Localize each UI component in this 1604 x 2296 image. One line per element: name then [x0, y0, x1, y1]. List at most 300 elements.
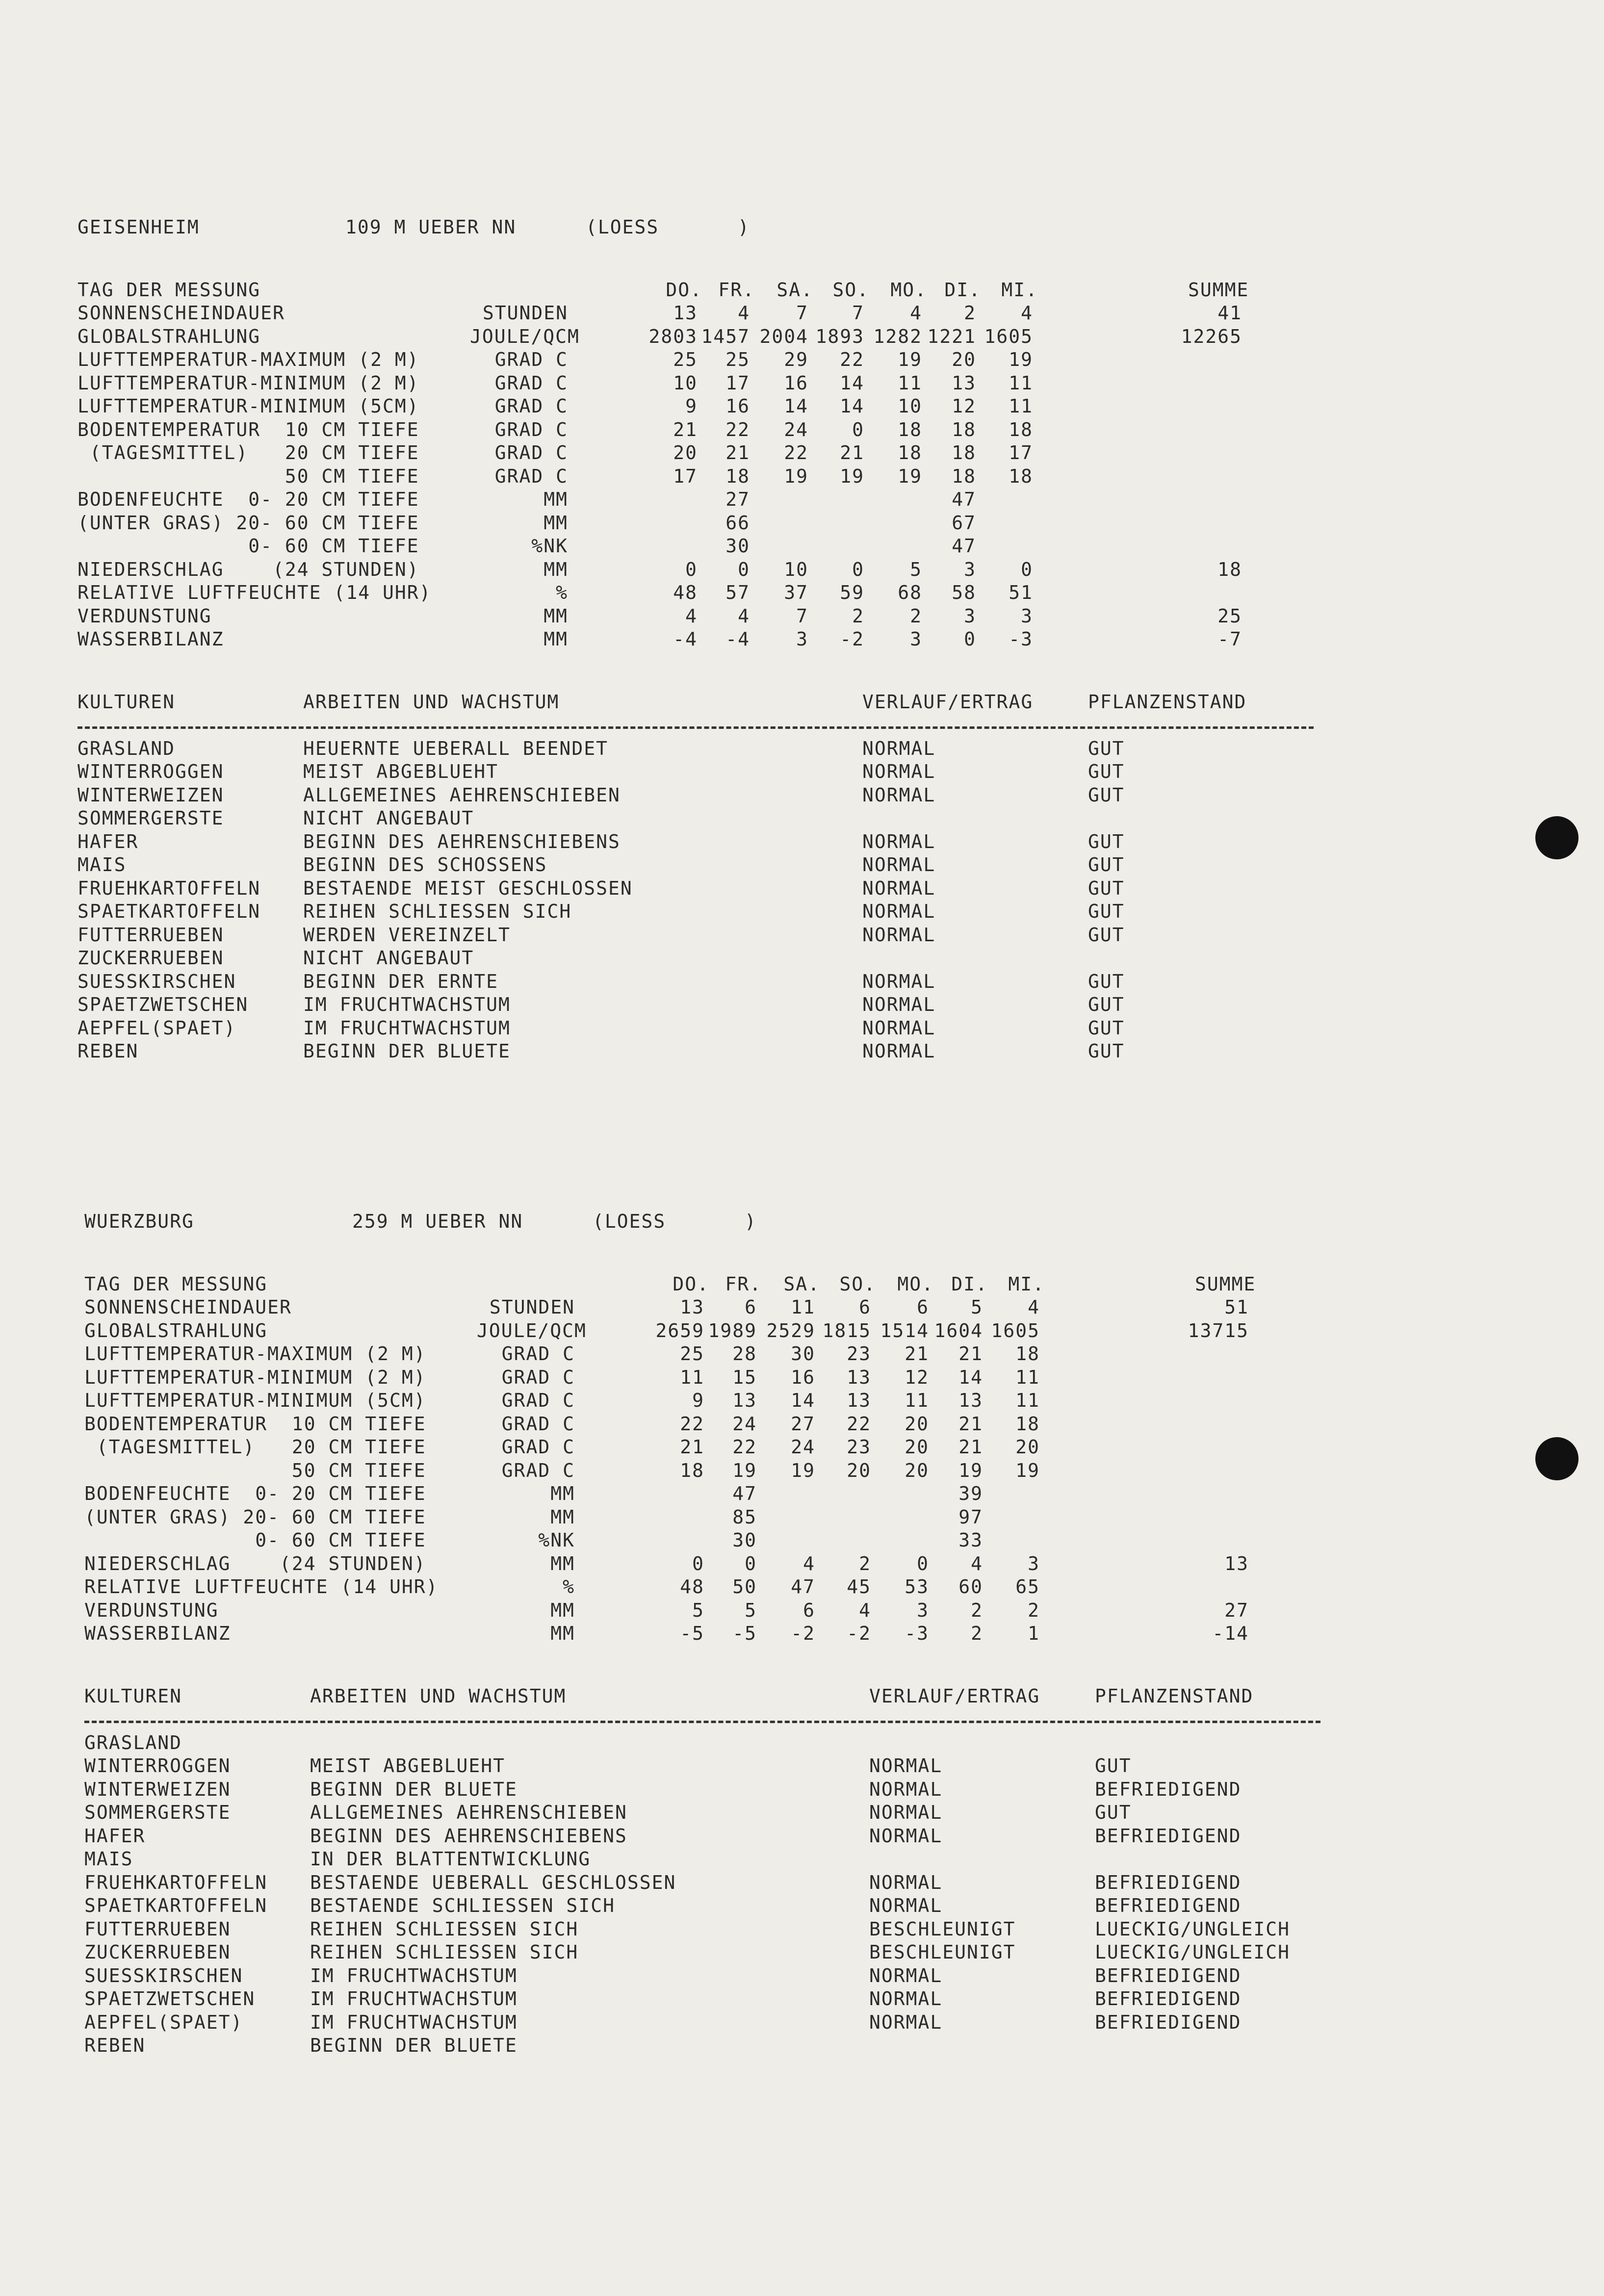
- day-label: SO.: [839, 1273, 876, 1295]
- measurement-label: NIEDERSCHLAG (24 STUNDEN): [78, 558, 419, 580]
- crop-work: IM FRUCHTWACHSTUM: [303, 1017, 511, 1039]
- measurement-unit: MM: [550, 1483, 575, 1504]
- measurement-value: 3: [796, 628, 808, 650]
- measurement-label: 50 CM TIEFE: [78, 465, 419, 487]
- measurement-value: 4: [1028, 1296, 1040, 1318]
- crop-work: HEUERNTE UEBERALL BEENDET: [303, 737, 608, 759]
- crop-name: SPAETZWETSCHEN: [78, 994, 249, 1015]
- measurement-label: (TAGESMITTEL) 20 CM TIEFE: [78, 442, 419, 464]
- measurement-unit: MM: [543, 512, 568, 534]
- station-name: GEISENHEIM: [78, 216, 200, 238]
- measurement-value: 23: [847, 1436, 871, 1458]
- measurement-label: (TAGESMITTEL) 20 CM TIEFE: [84, 1436, 426, 1458]
- crop-course: NORMAL: [869, 1778, 943, 1800]
- crops-col-work: ARBEITEN UND WACHSTUM: [303, 691, 560, 713]
- measurement-unit: MM: [550, 1599, 575, 1621]
- measurement-unit: GRAD C: [501, 1366, 575, 1388]
- measurement-value: 18: [725, 465, 750, 487]
- crop-work: BEGINN DER BLUETE: [310, 1778, 517, 1800]
- crop-stand: LUECKIG/UNGLEICH: [1095, 1918, 1291, 1940]
- measurement-value: 11: [905, 1390, 929, 1411]
- measurement-unit: GRAD C: [494, 465, 568, 487]
- measurement-value: 66: [725, 512, 750, 534]
- measurement-value: 15: [732, 1366, 757, 1388]
- measurement-value: 18: [898, 442, 922, 464]
- crop-course: BESCHLEUNIGT: [869, 1918, 1016, 1940]
- day-label: FR.: [718, 279, 755, 301]
- measurement-value: 33: [958, 1529, 983, 1551]
- measurement-value: 0: [964, 628, 976, 650]
- measurement-unit: JOULE/QCM: [470, 325, 580, 347]
- measurement-value: 6: [745, 1296, 757, 1318]
- soil-type: (LOESS: [593, 1211, 666, 1232]
- measurement-value: 1457: [701, 325, 750, 347]
- measurement-value: 19: [958, 1459, 983, 1481]
- crop-stand: GUT: [1088, 854, 1125, 876]
- crop-stand: BEFRIEDIGEND: [1095, 1895, 1242, 1916]
- measurement-value: 11: [1009, 395, 1033, 417]
- measurement-unit: STUNDEN: [489, 1296, 575, 1318]
- measurement-value: 58: [952, 582, 976, 603]
- crop-work: IN DER BLATTENTWICKLUNG: [310, 1848, 591, 1870]
- crop-course: NORMAL: [862, 994, 936, 1015]
- measurement-label: LUFTTEMPERATUR-MINIMUM (5CM): [84, 1390, 426, 1411]
- measurement-value: 20: [905, 1459, 929, 1481]
- crop-stand: BEFRIEDIGEND: [1095, 1778, 1242, 1800]
- measurement-unit: GRAD C: [494, 395, 568, 417]
- measurement-value: 47: [732, 1483, 757, 1504]
- crop-work: BESTAENDE MEIST GESCHLOSSEN: [303, 877, 633, 899]
- crops-col-stand: PFLANZENSTAND: [1095, 1685, 1254, 1707]
- crop-work: BEGINN DER ERNTE: [303, 970, 499, 992]
- measurement-value: 3: [917, 1599, 929, 1621]
- measurement-value: 24: [784, 418, 808, 440]
- crop-work: BEGINN DER BLUETE: [310, 2035, 517, 2056]
- measurement-label: 0- 60 CM TIEFE: [84, 1529, 426, 1551]
- measurement-unit: MM: [550, 1552, 575, 1574]
- measurement-unit: GRAD C: [501, 1436, 575, 1458]
- measurement-value: 18: [680, 1459, 704, 1481]
- crop-course: NORMAL: [869, 1988, 943, 2010]
- crops-col-course: VERLAUF/ERTRAG: [862, 691, 1034, 713]
- soil-type-close: ): [738, 216, 750, 238]
- measurement-value: 19: [784, 465, 808, 487]
- measurement-value: 3: [964, 558, 976, 580]
- measurement-value: 18: [1009, 418, 1033, 440]
- measurement-value: 18: [952, 442, 976, 464]
- measurement-unit: GRAD C: [501, 1413, 575, 1435]
- measurement-value: 20: [1015, 1436, 1040, 1458]
- measurement-unit: %NK: [538, 1529, 575, 1551]
- measurement-value: 47: [952, 489, 976, 510]
- day-row-label: TAG DER MESSUNG: [84, 1273, 268, 1295]
- measurement-value: 0: [738, 558, 750, 580]
- measurement-value: 9: [685, 395, 698, 417]
- measurement-value: 18: [1015, 1343, 1040, 1365]
- measurement-value: 1815: [822, 1319, 871, 1341]
- measurement-value: 10: [784, 558, 808, 580]
- measurement-label: VERDUNSTUNG: [84, 1599, 219, 1621]
- crop-stand: BEFRIEDIGEND: [1095, 2011, 1242, 2033]
- measurement-unit: STUNDEN: [482, 302, 568, 324]
- measurement-value: 13: [847, 1366, 871, 1388]
- measurement-value: 2: [964, 302, 976, 324]
- crop-name: WINTERWEIZEN: [78, 784, 224, 806]
- measurement-value: 19: [898, 465, 922, 487]
- measurement-value: 6: [917, 1296, 929, 1318]
- measurement-value: 18: [952, 465, 976, 487]
- measurement-value: 14: [840, 395, 864, 417]
- measurement-label: BODENTEMPERATUR 10 CM TIEFE: [84, 1413, 426, 1435]
- crop-course: NORMAL: [862, 784, 936, 806]
- soil-type-close: ): [745, 1211, 757, 1232]
- day-label: SA.: [776, 279, 813, 301]
- crop-work: BESTAENDE SCHLIESSEN SICH: [310, 1895, 615, 1916]
- crop-course: NORMAL: [869, 1825, 943, 1847]
- measurement-value: 30: [725, 535, 750, 557]
- measurement-unit: MM: [550, 1623, 575, 1644]
- crop-stand: BEFRIEDIGEND: [1095, 1871, 1242, 1893]
- measurement-label: (UNTER GRAS) 20- 60 CM TIEFE: [78, 512, 419, 534]
- measurement-unit: MM: [543, 489, 568, 510]
- measurement-value: 24: [732, 1413, 757, 1435]
- measurement-value: 19: [1009, 349, 1033, 370]
- measurement-value: 13: [952, 372, 976, 394]
- measurement-value: 3: [964, 605, 976, 627]
- crop-name: REBEN: [78, 1040, 139, 1062]
- measurement-value: 2529: [766, 1319, 815, 1341]
- crop-course: NORMAL: [862, 877, 936, 899]
- measurement-unit: GRAD C: [494, 372, 568, 394]
- crop-course: NORMAL: [862, 1017, 936, 1039]
- crop-name: SOMMERGERSTE: [84, 1802, 231, 1823]
- crop-course: NORMAL: [869, 1755, 943, 1777]
- measurement-value: 5: [692, 1599, 704, 1621]
- measurement-label: BODENFEUCHTE 0- 20 CM TIEFE: [78, 489, 419, 510]
- measurement-value: 20: [847, 1459, 871, 1481]
- measurement-value: 48: [673, 582, 698, 603]
- measurement-sum: 13: [1224, 1552, 1249, 1574]
- measurement-value: 13: [958, 1390, 983, 1411]
- measurement-sum: 25: [1217, 605, 1242, 627]
- measurement-value: 0: [745, 1552, 757, 1574]
- measurement-label: BODENFEUCHTE 0- 20 CM TIEFE: [84, 1483, 426, 1504]
- measurement-value: 19: [732, 1459, 757, 1481]
- crop-course: NORMAL: [862, 761, 936, 782]
- crop-name: AEPFEL(SPAET): [84, 2011, 243, 2033]
- measurement-unit: %NK: [531, 535, 568, 557]
- crop-course: NORMAL: [869, 1871, 943, 1893]
- crop-course: NORMAL: [862, 970, 936, 992]
- measurement-label: VERDUNSTUNG: [78, 605, 212, 627]
- measurement-unit: %: [556, 582, 568, 603]
- measurement-value: 5: [971, 1296, 983, 1318]
- day-label: DI.: [951, 1273, 988, 1295]
- measurement-label: RELATIVE LUFTFEUCHTE (14 UHR): [78, 582, 432, 603]
- punch-hole: [1535, 1437, 1578, 1480]
- measurement-unit: GRAD C: [501, 1343, 575, 1365]
- crop-name: HAFER: [84, 1825, 146, 1847]
- measurement-value: 1514: [880, 1319, 929, 1341]
- crop-work: BESTAENDE UEBERALL GESCHLOSSEN: [310, 1871, 676, 1893]
- measurement-value: -2: [840, 628, 864, 650]
- measurement-label: 0- 60 CM TIEFE: [78, 535, 419, 557]
- measurement-value: 25: [725, 349, 750, 370]
- measurement-value: 1605: [984, 325, 1033, 347]
- measurement-value: -2: [847, 1623, 871, 1644]
- measurement-value: 1604: [934, 1319, 983, 1341]
- measurement-value: 2: [859, 1552, 871, 1574]
- measurement-sum: 41: [1217, 302, 1242, 324]
- measurement-unit: GRAD C: [501, 1390, 575, 1411]
- measurement-value: 4: [738, 302, 750, 324]
- measurement-value: 2: [910, 605, 922, 627]
- measurement-value: 25: [680, 1343, 704, 1365]
- measurement-value: 50: [732, 1576, 757, 1598]
- measurement-value: 2: [1028, 1599, 1040, 1621]
- measurement-sum: 13715: [1188, 1319, 1249, 1341]
- crop-name: HAFER: [78, 830, 139, 852]
- measurement-value: 23: [847, 1343, 871, 1365]
- crop-stand: GUT: [1088, 737, 1125, 759]
- crop-stand: GUT: [1088, 1040, 1125, 1062]
- measurement-value: 28: [732, 1343, 757, 1365]
- day-label: DO.: [673, 1273, 709, 1295]
- measurement-label: BODENTEMPERATUR 10 CM TIEFE: [78, 418, 419, 440]
- measurement-sum: -14: [1212, 1623, 1249, 1644]
- measurement-value: 27: [725, 489, 750, 510]
- crop-name: MAIS: [78, 854, 127, 876]
- measurement-value: 21: [680, 1436, 704, 1458]
- crop-work: ALLGEMEINES AEHRENSCHIEBEN: [303, 784, 621, 806]
- crop-name: SPAETKARTOFFELN: [84, 1895, 268, 1916]
- measurement-value: 3: [1028, 1552, 1040, 1574]
- measurement-value: 4: [910, 302, 922, 324]
- measurement-value: 4: [803, 1552, 815, 1574]
- crops-col-crop: KULTUREN: [78, 691, 176, 713]
- crop-name: SUESSKIRSCHEN: [84, 1964, 243, 1986]
- measurement-value: 47: [952, 535, 976, 557]
- measurement-value: 3: [910, 628, 922, 650]
- measurement-value: 19: [840, 465, 864, 487]
- crop-name: AEPFEL(SPAET): [78, 1017, 236, 1039]
- crop-work: BEGINN DER BLUETE: [303, 1040, 511, 1062]
- crop-name: ZUCKERRUEBEN: [84, 1941, 231, 1963]
- measurement-value: 1989: [708, 1319, 757, 1341]
- crops-col-work: ARBEITEN UND WACHSTUM: [310, 1685, 567, 1707]
- crop-stand: GUT: [1088, 761, 1125, 782]
- day-label: MO.: [890, 279, 927, 301]
- measurement-unit: JOULE/QCM: [477, 1319, 587, 1341]
- measurement-value: 10: [673, 372, 698, 394]
- measurement-value: 4: [685, 605, 698, 627]
- measurement-value: -5: [732, 1623, 757, 1644]
- measurement-value: 22: [732, 1436, 757, 1458]
- measurement-label: WASSERBILANZ: [84, 1623, 231, 1644]
- crop-stand: GUT: [1095, 1802, 1132, 1823]
- measurement-value: 18: [1015, 1413, 1040, 1435]
- measurement-label: GLOBALSTRAHLUNG: [78, 325, 261, 347]
- measurement-value: 59: [840, 582, 864, 603]
- measurement-value: 6: [803, 1599, 815, 1621]
- crop-work: WERDEN VEREINZELT: [303, 924, 511, 946]
- measurement-value: 22: [725, 418, 750, 440]
- sum-label: SUMME: [1195, 1273, 1256, 1295]
- measurement-value: 11: [680, 1366, 704, 1388]
- crops-col-course: VERLAUF/ERTRAG: [869, 1685, 1040, 1707]
- measurement-value: 4: [859, 1599, 871, 1621]
- measurement-value: 53: [905, 1576, 929, 1598]
- measurement-value: 21: [905, 1343, 929, 1365]
- crop-name: ZUCKERRUEBEN: [78, 947, 224, 969]
- crop-stand: GUT: [1088, 830, 1125, 852]
- measurement-value: 21: [958, 1343, 983, 1365]
- crop-work: NICHT ANGEBAUT: [303, 947, 474, 969]
- measurement-value: 21: [725, 442, 750, 464]
- measurement-sum: 51: [1224, 1296, 1249, 1318]
- crop-course: NORMAL: [862, 854, 936, 876]
- crop-stand: GUT: [1095, 1755, 1132, 1777]
- measurement-label: 50 CM TIEFE: [84, 1459, 426, 1481]
- measurement-value: -5: [680, 1623, 704, 1644]
- crop-work: REIHEN SCHLIESSEN SICH: [303, 901, 572, 922]
- crop-name: MAIS: [84, 1848, 133, 1870]
- measurement-sum: 27: [1224, 1599, 1249, 1621]
- measurement-label: LUFTTEMPERATUR-MINIMUM (2 M): [84, 1366, 426, 1388]
- measurement-label: SONNENSCHEINDAUER: [78, 302, 285, 324]
- measurement-value: 16: [784, 372, 808, 394]
- measurement-value: 22: [784, 442, 808, 464]
- measurement-value: 1: [1028, 1623, 1040, 1644]
- measurement-sum: -7: [1217, 628, 1242, 650]
- measurement-value: 5: [745, 1599, 757, 1621]
- measurement-value: 7: [852, 302, 864, 324]
- crop-course: BESCHLEUNIGT: [869, 1941, 1016, 1963]
- measurement-value: 14: [958, 1366, 983, 1388]
- measurement-value: 0: [852, 418, 864, 440]
- crop-name: SOMMERGERSTE: [78, 807, 224, 829]
- crop-stand: BEFRIEDIGEND: [1095, 1825, 1242, 1847]
- punch-hole: [1535, 816, 1578, 859]
- crop-course: NORMAL: [869, 1802, 943, 1823]
- measurement-value: 18: [898, 418, 922, 440]
- crop-name: WINTERROGGEN: [84, 1755, 231, 1777]
- crop-stand: GUT: [1088, 970, 1125, 992]
- measurement-value: 13: [847, 1390, 871, 1411]
- crop-work: MEIST ABGEBLUEHT: [303, 761, 499, 782]
- crop-work: IM FRUCHTWACHSTUM: [303, 994, 511, 1015]
- measurement-value: 17: [673, 465, 698, 487]
- measurement-value: 57: [725, 582, 750, 603]
- crop-stand: GUT: [1088, 901, 1125, 922]
- crop-work: NICHT ANGEBAUT: [303, 807, 474, 829]
- measurement-value: 14: [784, 395, 808, 417]
- measurement-label: LUFTTEMPERATUR-MINIMUM (5CM): [78, 395, 419, 417]
- measurement-value: 3: [1021, 605, 1033, 627]
- day-row-label: TAG DER MESSUNG: [78, 279, 261, 301]
- crop-work: REIHEN SCHLIESSEN SICH: [310, 1941, 579, 1963]
- measurement-sum: 12265: [1181, 325, 1242, 347]
- crop-work: BEGINN DES AEHRENSCHIEBENS: [310, 1825, 627, 1847]
- day-label: DO.: [666, 279, 702, 301]
- crop-work: BEGINN DES SCHOSSENS: [303, 854, 547, 876]
- measurement-value: 19: [1015, 1459, 1040, 1481]
- measurement-value: 2659: [655, 1319, 704, 1341]
- measurement-label: (UNTER GRAS) 20- 60 CM TIEFE: [84, 1506, 426, 1528]
- measurement-value: 21: [673, 418, 698, 440]
- measurement-value: 39: [958, 1483, 983, 1504]
- crop-name: REBEN: [84, 2035, 146, 2056]
- measurement-value: 13: [680, 1296, 704, 1318]
- day-label: MI.: [1008, 1273, 1045, 1295]
- measurement-value: 1282: [873, 325, 922, 347]
- measurement-value: 25: [673, 349, 698, 370]
- measurement-label: LUFTTEMPERATUR-MAXIMUM (2 M): [84, 1343, 426, 1365]
- measurement-label: LUFTTEMPERATUR-MINIMUM (2 M): [78, 372, 419, 394]
- measurement-value: -3: [905, 1623, 929, 1644]
- measurement-value: 11: [1015, 1366, 1040, 1388]
- crop-course: NORMAL: [869, 2011, 943, 2033]
- measurement-value: 12: [905, 1366, 929, 1388]
- crop-name: SPAETZWETSCHEN: [84, 1988, 256, 2010]
- dashed-rule: [84, 1721, 1320, 1723]
- measurement-value: 1221: [927, 325, 976, 347]
- crop-name: WINTERWEIZEN: [84, 1778, 231, 1800]
- crop-work: ALLGEMEINES AEHRENSCHIEBEN: [310, 1802, 627, 1823]
- measurement-value: 97: [958, 1506, 983, 1528]
- measurement-unit: MM: [550, 1506, 575, 1528]
- measurement-value: -4: [725, 628, 750, 650]
- station-name: WUERZBURG: [84, 1211, 194, 1232]
- crop-name: SUESSKIRSCHEN: [78, 970, 236, 992]
- measurement-value: 65: [1015, 1576, 1040, 1598]
- crop-stand: GUT: [1088, 877, 1125, 899]
- crop-course: NORMAL: [862, 924, 936, 946]
- measurement-unit: MM: [543, 605, 568, 627]
- measurement-value: 2: [971, 1623, 983, 1644]
- measurement-value: 51: [1009, 582, 1033, 603]
- crop-course: NORMAL: [862, 830, 936, 852]
- measurement-value: 20: [952, 349, 976, 370]
- crop-work: IM FRUCHTWACHSTUM: [310, 2011, 517, 2033]
- measurement-value: 1893: [815, 325, 864, 347]
- day-label: MI.: [1001, 279, 1038, 301]
- crop-course: NORMAL: [862, 1040, 936, 1062]
- measurement-value: 18: [1009, 465, 1033, 487]
- measurement-value: 11: [1015, 1390, 1040, 1411]
- measurement-value: 22: [847, 1413, 871, 1435]
- crop-work: BEGINN DES AEHRENSCHIEBENS: [303, 830, 621, 852]
- measurement-value: -4: [673, 628, 698, 650]
- measurement-value: 10: [898, 395, 922, 417]
- measurement-value: 0: [917, 1552, 929, 1574]
- crop-stand: GUT: [1088, 924, 1125, 946]
- measurement-value: 16: [725, 395, 750, 417]
- measurement-value: 21: [958, 1436, 983, 1458]
- measurement-value: 9: [692, 1390, 704, 1411]
- measurement-unit: GRAD C: [501, 1459, 575, 1481]
- measurement-value: 29: [784, 349, 808, 370]
- measurement-label: GLOBALSTRAHLUNG: [84, 1319, 268, 1341]
- measurement-value: 14: [791, 1390, 815, 1411]
- day-label: SA.: [783, 1273, 820, 1295]
- crop-stand: GUT: [1088, 994, 1125, 1015]
- measurement-value: 5: [910, 558, 922, 580]
- measurement-label: NIEDERSCHLAG (24 STUNDEN): [84, 1552, 426, 1574]
- crop-name: FRUEHKARTOFFELN: [84, 1871, 268, 1893]
- measurement-label: RELATIVE LUFTFEUCHTE (14 UHR): [84, 1576, 439, 1598]
- measurement-value: 11: [898, 372, 922, 394]
